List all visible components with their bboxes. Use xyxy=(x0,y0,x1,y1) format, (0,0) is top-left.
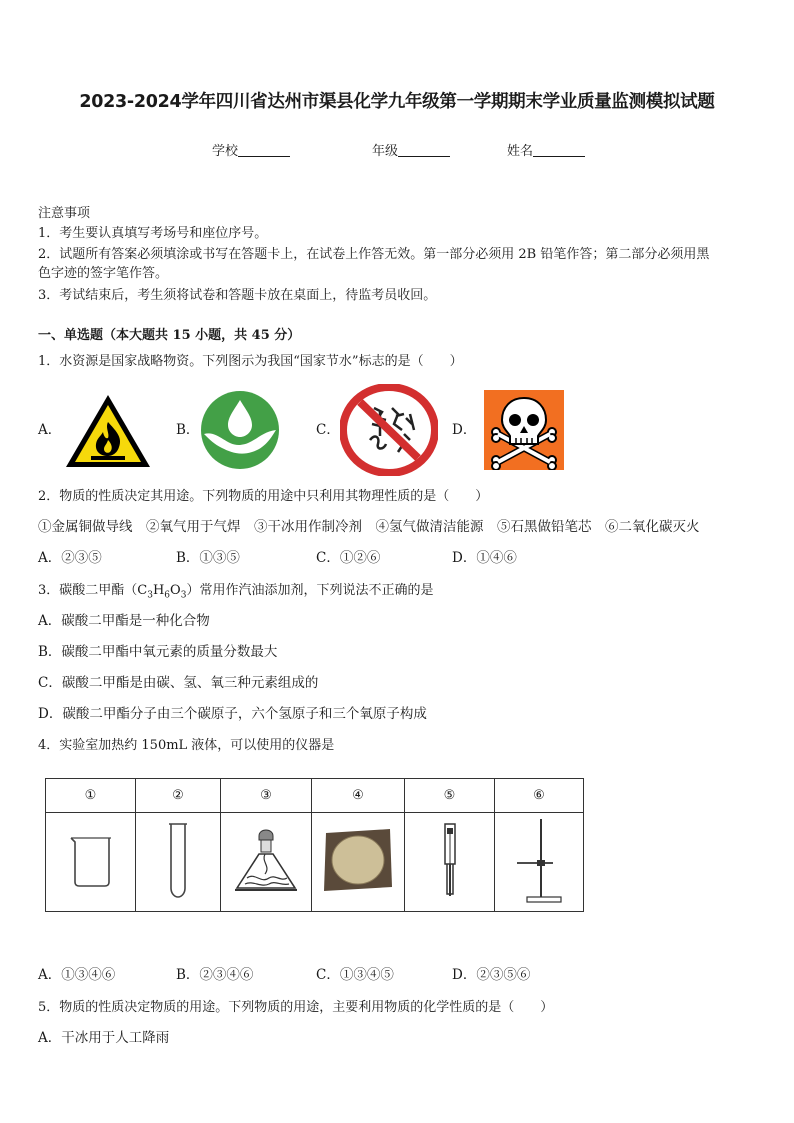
instrument-cell-4 xyxy=(312,813,405,912)
notes-heading: 注意事项 xyxy=(38,206,91,221)
test-tube-icon xyxy=(163,820,193,900)
instrument-header-4: ④ xyxy=(312,779,405,813)
q4-option-d: D．②③⑤⑥ xyxy=(452,967,531,983)
name-blank xyxy=(533,143,585,157)
q4-stem: 4．实验室加热约 150mL 液体，可以使用的仪器是 xyxy=(38,738,335,753)
q3-stem-post: ）常用作汽油添加剂，下列说法不正确的是 xyxy=(186,583,434,598)
q5-stem: 5．物质的性质决定物质的用途。下列物质的用途，主要利用物质的化学性质的是（ ） xyxy=(38,1000,554,1015)
note-2-cont: 色字迹的签字笔作答。 xyxy=(38,266,169,281)
instrument-header-2: ② xyxy=(136,779,221,813)
school-label: 学校 xyxy=(212,144,239,159)
page-title: 2023-2024学年四川省达州市渠县化学九年级第一学期期末学业质量监测模拟试题 xyxy=(79,92,715,112)
q2-option-d: D．①④⑥ xyxy=(452,550,517,566)
q3-option-b: B．碳酸二甲酯中氧元素的质量分数最大 xyxy=(38,644,278,660)
instrument-cell-2 xyxy=(136,813,221,912)
instrument-cell-1 xyxy=(46,813,136,912)
grade-blank xyxy=(398,143,450,157)
q1-option-a-label: A． xyxy=(38,422,62,438)
note-1: 1．考生要认真填写考场号和座位序号。 xyxy=(38,226,268,241)
q3-formula-h: H xyxy=(152,583,165,598)
water-saving-icon xyxy=(200,390,280,470)
q4-option-c: C．①③④⑤ xyxy=(316,967,394,983)
q2-stem: 2．物质的性质决定其用途。下列物质的用途中只利用其物理性质的是（ ） xyxy=(38,489,489,504)
q1-option-d-label: D． xyxy=(452,422,477,438)
q4-option-b: B．②③④⑥ xyxy=(176,967,254,983)
q3-option-d: D．碳酸二甲酯分子由三个碳原子，六个氢原子和三个氧原子构成 xyxy=(38,706,427,722)
q3-formula-sub1: 3 xyxy=(147,590,153,601)
q3-formula-sub2: 6 xyxy=(164,590,171,601)
instrument-header-1: ① xyxy=(46,779,136,813)
q1-stem: 1．水资源是国家战略物资。下列图示为我国“国家节水”标志的是（ ） xyxy=(38,354,463,369)
asbestos-gauze-icon xyxy=(322,827,394,893)
school-blank xyxy=(238,143,290,157)
instrument-header-5: ⑤ xyxy=(405,779,495,813)
q5-option-a: A．干冰用于人工降雨 xyxy=(38,1030,170,1046)
q2-option-c: C．①②⑥ xyxy=(316,550,381,566)
instrument-table xyxy=(45,778,584,912)
q3-option-a: A．碳酸二甲酯是一种化合物 xyxy=(38,613,210,629)
note-2: 2．试题所有答案必须填涂或书写在答题卡上，在试卷上作答无效。第一部分必须用 2B 铅笔作答；第二部分必须用黑 xyxy=(38,247,710,262)
q2-option-a: A．②③⑤ xyxy=(38,550,102,566)
beaker-icon xyxy=(61,830,121,890)
instrument-header-3: ③ xyxy=(221,779,312,813)
grade-label: 年级 xyxy=(372,144,399,159)
toxic-skull-icon xyxy=(484,390,564,470)
q3-formula-o: O xyxy=(170,583,181,598)
grade-field xyxy=(372,140,450,159)
q3-stem xyxy=(38,580,433,607)
name-field xyxy=(507,140,585,159)
q3-formula-sub3: 3 xyxy=(180,590,187,601)
flammable-warning-icon xyxy=(63,392,153,470)
note-3: 3．考试结束后，考生须将试卷和答题卡放在桌面上，待监考员收回。 xyxy=(38,288,437,303)
instrument-cell-3 xyxy=(221,813,312,912)
iron-stand-icon xyxy=(509,815,569,905)
test-tube-holder-icon xyxy=(435,820,465,900)
instrument-header-row xyxy=(46,779,584,813)
alcohol-lamp-icon xyxy=(231,820,301,900)
name-label: 姓名 xyxy=(507,144,534,159)
no-burning-icon xyxy=(340,384,438,476)
school-field xyxy=(212,140,290,159)
instrument-cell-5 xyxy=(405,813,495,912)
q2-option-b: B．①③⑤ xyxy=(176,550,240,566)
section-heading: 一、单选题（本大题共 15 小题，共 45 分） xyxy=(38,328,301,343)
q1-option-b-label: B． xyxy=(176,422,200,438)
instrument-header-6: ⑥ xyxy=(495,779,584,813)
q4-option-a: A．①③④⑥ xyxy=(38,967,116,983)
q2-items: ①金属铜做导线 ②氧气用于气焊 ③干冰用作制冷剂 ④氢气做清洁能源 ⑤石黑做铅笔芯 ⑥二氧化碳灭火 xyxy=(38,519,700,535)
q3-option-c: C．碳酸二甲酯是由碳、氢、氧三种元素组成的 xyxy=(38,675,319,691)
instrument-cell-6 xyxy=(495,813,584,912)
instrument-image-row xyxy=(46,813,584,912)
q1-option-c-label: C． xyxy=(316,422,340,438)
q3-stem-pre: 3．碳酸二甲酯（C xyxy=(38,583,148,598)
